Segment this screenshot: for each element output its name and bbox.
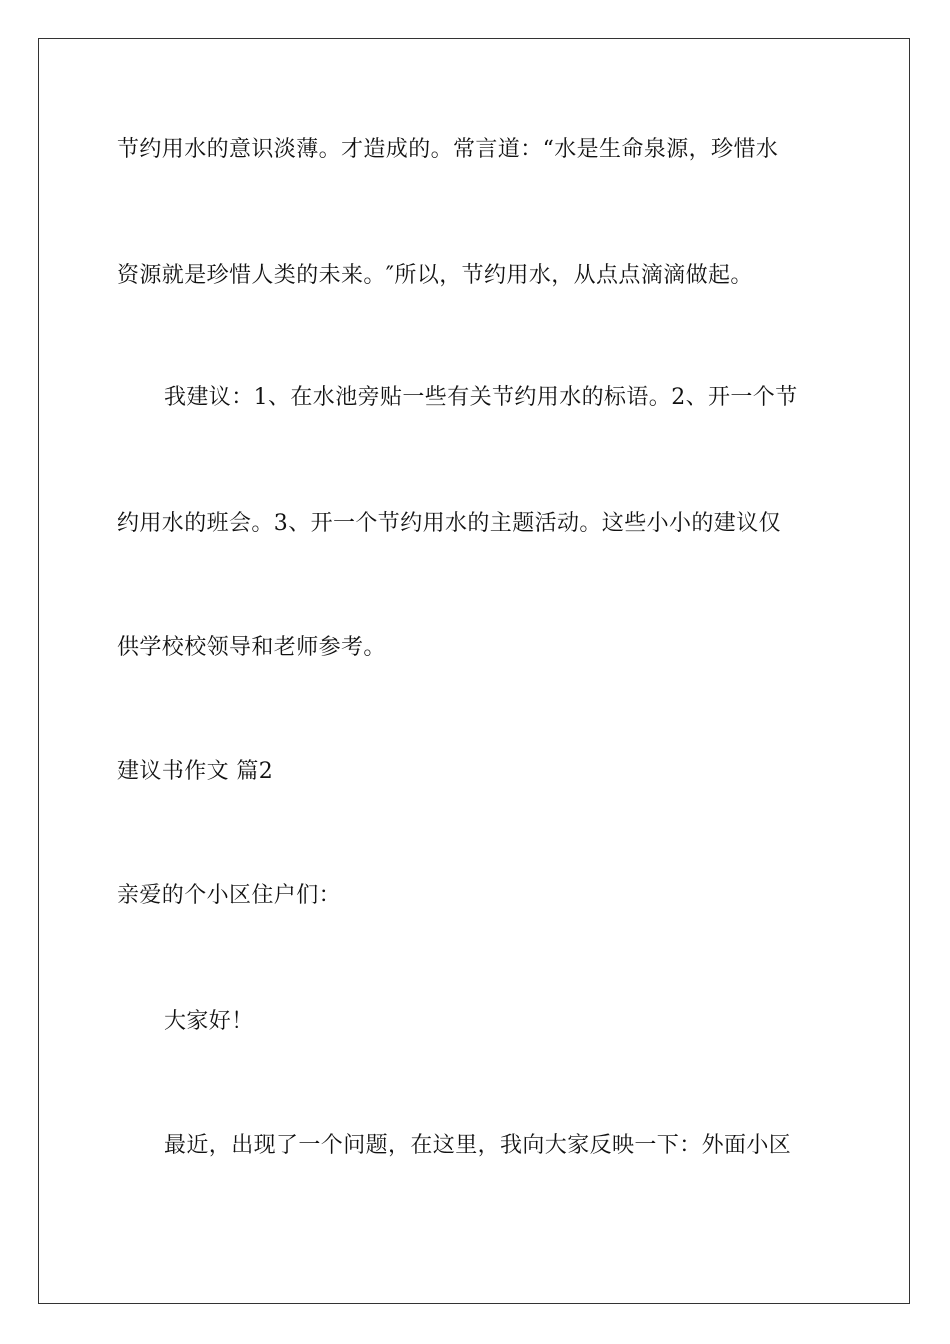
greeting: 大家好！: [164, 1009, 254, 1034]
paragraph-line: 供学校校领导和老师参考。: [117, 635, 386, 660]
paragraph-line: 节约用水的意识淡薄。才造成的。常言道：“水是生命泉源，珍惜水: [117, 137, 779, 162]
paragraph-line: 最近，出现了一个问题，在这里，我向大家反映一下：外面小区: [164, 1133, 792, 1158]
salutation: 亲爱的个小区住户们：: [117, 883, 342, 908]
section-heading: 建议书作文 篇2: [117, 759, 274, 784]
paragraph-line: 资源就是珍惜人类的未来。″所以，节约用水，从点点滴滴做起。: [117, 263, 753, 288]
page-border: [38, 38, 910, 1304]
paragraph-line: 我建议：1、在水池旁贴一些有关节约用水的标语。2、开一个节: [164, 385, 798, 410]
paragraph-line: 约用水的班会。3、开一个节约用水的主题活动。这些小小的建议仅: [117, 511, 781, 536]
